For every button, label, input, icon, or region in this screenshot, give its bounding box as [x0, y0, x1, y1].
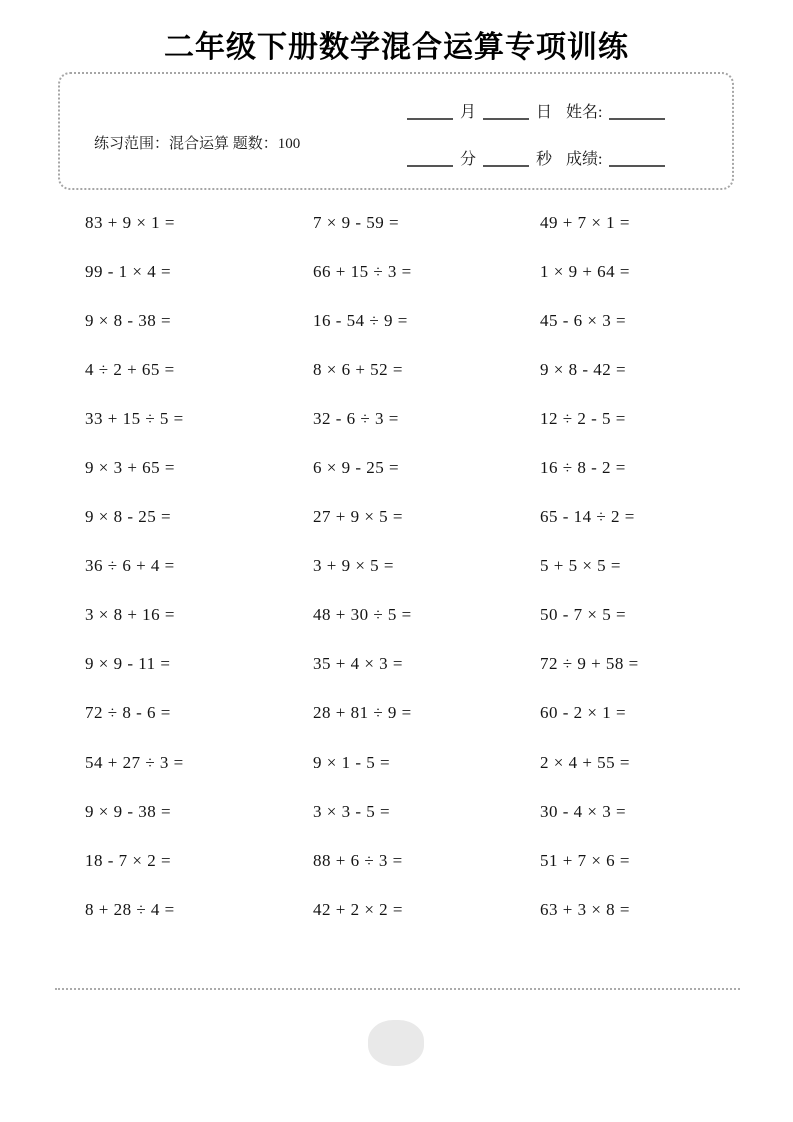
- math-problem: 9 × 8 - 42 =: [540, 359, 627, 379]
- math-problem: 7 × 9 - 59 =: [313, 212, 400, 232]
- score-label: 成绩:: [566, 151, 603, 168]
- math-problem: 72 ÷ 9 + 58 =: [540, 654, 639, 674]
- math-problem: 51 + 7 × 6 =: [540, 850, 631, 870]
- practice-scope-label: 练习范围：混合运算 题数：100: [94, 136, 301, 152]
- math-problem: 60 - 2 × 1 =: [540, 703, 627, 723]
- math-problem: 83 + 9 × 1 =: [85, 212, 176, 232]
- math-problem: 28 + 81 ÷ 9 =: [313, 703, 412, 723]
- math-problem: 99 - 1 × 4 =: [85, 261, 172, 281]
- problems-grid: [85, 198, 745, 934]
- math-problem: 36 ÷ 6 + 4 =: [85, 556, 175, 576]
- second-label: 秒: [536, 151, 553, 168]
- math-problem: 88 + 6 ÷ 3 =: [313, 850, 403, 870]
- math-problem: 30 - 4 × 3 =: [540, 801, 627, 821]
- name-label: 姓名:: [566, 104, 603, 121]
- math-problem: 3 + 9 × 5 =: [313, 556, 395, 576]
- month-label: 月: [460, 104, 477, 121]
- math-problem: 16 ÷ 8 - 2 =: [540, 458, 626, 478]
- math-problem: 45 - 6 × 3 =: [540, 310, 627, 330]
- date-name-row: [400, 94, 720, 124]
- time-score-row: [400, 141, 720, 171]
- math-problem: 27 + 9 × 5 =: [313, 507, 404, 527]
- math-problem: 5 + 5 × 5 =: [540, 556, 622, 576]
- math-problem: 1 × 9 + 64 =: [540, 261, 631, 281]
- math-problem: 18 - 7 × 2 =: [85, 850, 172, 870]
- math-problem: 3 × 8 + 16 =: [85, 605, 176, 625]
- math-problem: 50 - 7 × 5 =: [540, 605, 627, 625]
- month-blank-line: [407, 117, 453, 120]
- math-problem: 9 × 9 - 38 =: [85, 801, 172, 821]
- page-title: 二年级下册数学混合运算专项训练: [164, 31, 629, 64]
- math-problem: 12 ÷ 2 - 5 =: [540, 408, 626, 428]
- minute-blank-line: [407, 164, 453, 167]
- minute-label: 分: [460, 151, 477, 168]
- math-problem: 49 + 7 × 1 =: [540, 212, 631, 232]
- second-blank-line: [483, 164, 529, 167]
- score-blank-line: [609, 164, 665, 167]
- day-label: 日: [536, 104, 553, 121]
- name-blank-line: [609, 117, 665, 120]
- math-problem: 9 × 1 - 5 =: [313, 752, 391, 772]
- math-problem: 2 × 4 + 55 =: [540, 752, 631, 772]
- math-problem: 72 ÷ 8 - 6 =: [85, 703, 171, 723]
- math-problem: 66 + 15 ÷ 3 =: [313, 261, 412, 281]
- math-problem: 35 + 4 × 3 =: [313, 654, 404, 674]
- math-problem: 6 × 9 - 25 =: [313, 458, 400, 478]
- math-problem: 48 + 30 ÷ 5 =: [313, 605, 412, 625]
- math-problem: 4 ÷ 2 + 65 =: [85, 359, 175, 379]
- math-problem: 32 - 6 ÷ 3 =: [313, 408, 399, 428]
- math-problem: 9 × 8 - 38 =: [85, 310, 172, 330]
- math-problem: 9 × 9 - 11 =: [85, 654, 171, 674]
- math-problem: 8 + 28 ÷ 4 =: [85, 899, 175, 919]
- day-blank-line: [483, 117, 529, 120]
- bottom-dashed-divider: [55, 988, 740, 990]
- math-problem: 3 × 3 - 5 =: [313, 801, 391, 821]
- info-box: [58, 72, 734, 190]
- footer-blob: [368, 1020, 424, 1066]
- math-problem: 33 + 15 ÷ 5 =: [85, 408, 184, 428]
- math-problem: 8 × 6 + 52 =: [313, 359, 404, 379]
- info-fields: [400, 94, 720, 188]
- math-problem: 65 - 14 ÷ 2 =: [540, 507, 635, 527]
- math-problem: 42 + 2 × 2 =: [313, 899, 404, 919]
- math-problem: 9 × 3 + 65 =: [85, 458, 176, 478]
- math-problem: 54 + 27 ÷ 3 =: [85, 752, 184, 772]
- math-problem: 63 + 3 × 8 =: [540, 899, 631, 919]
- math-problem: 16 - 54 ÷ 9 =: [313, 310, 408, 330]
- math-problem: 9 × 8 - 25 =: [85, 507, 172, 527]
